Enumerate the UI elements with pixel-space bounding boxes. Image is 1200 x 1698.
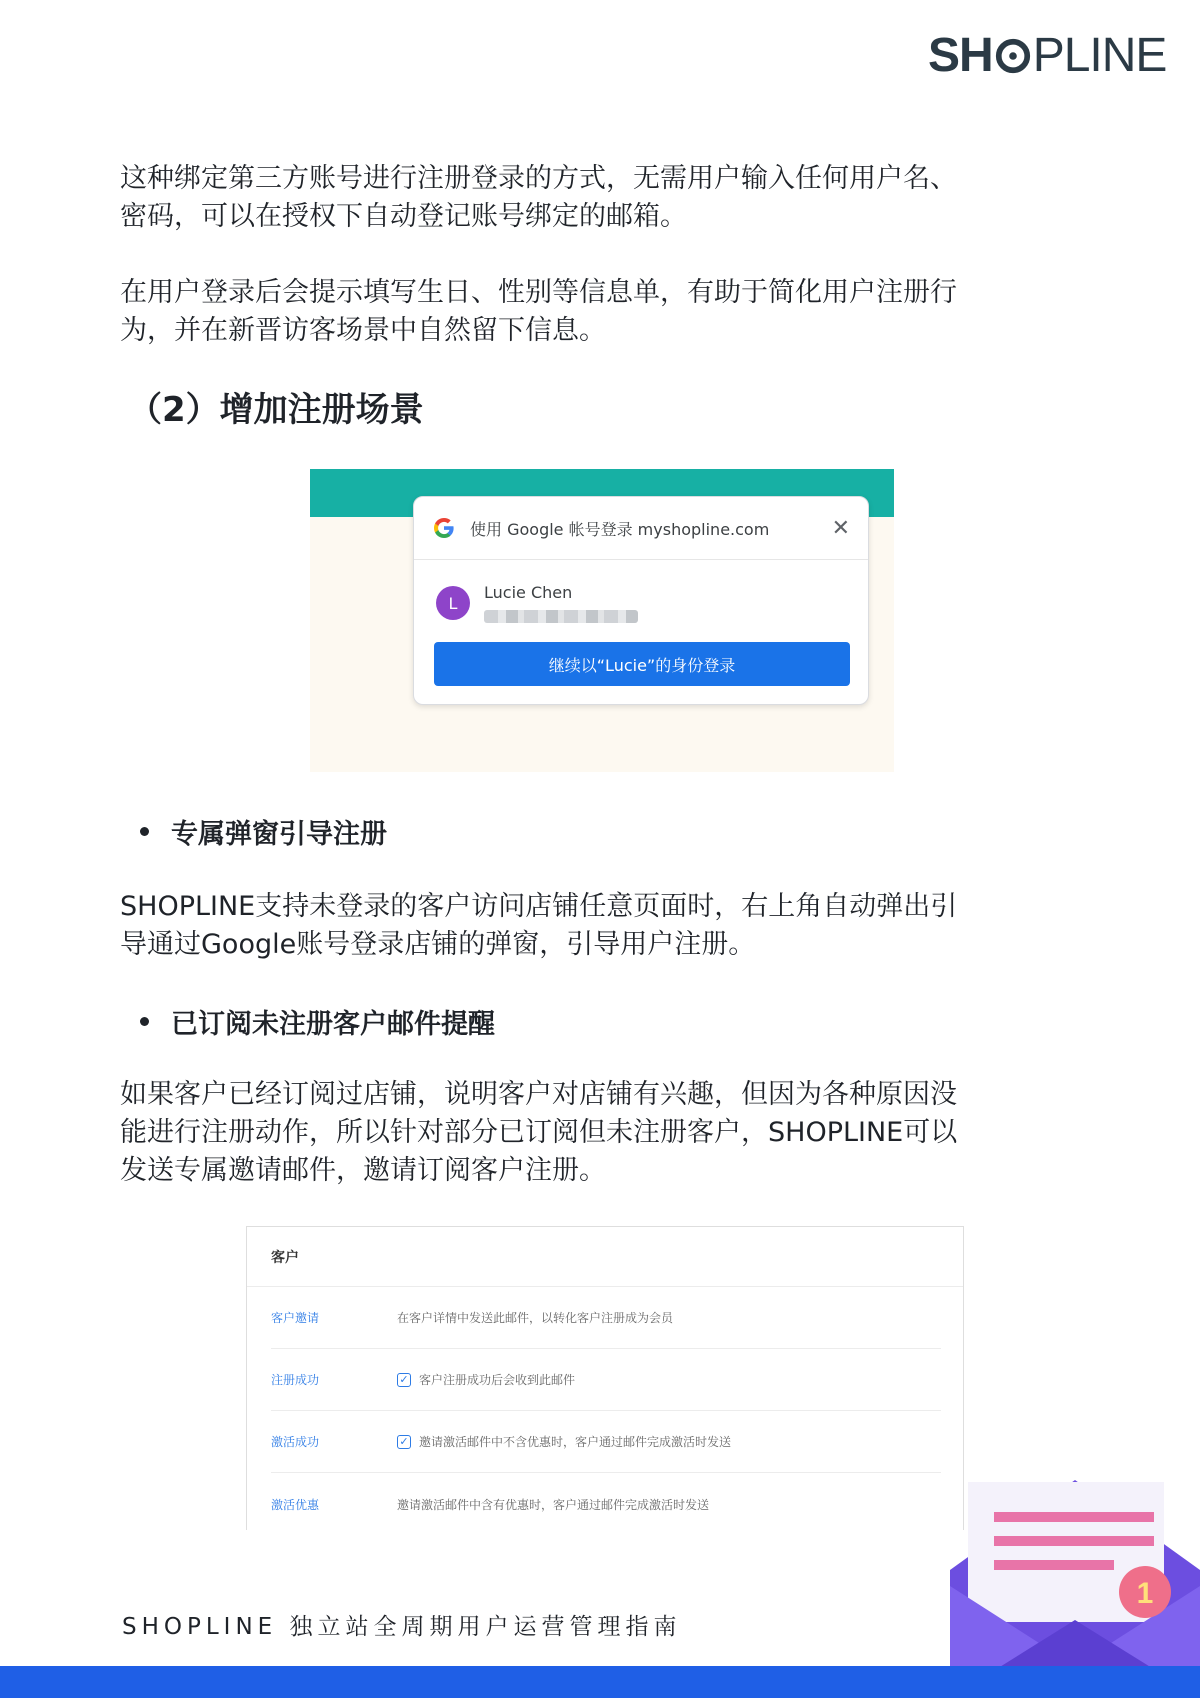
- checkbox-checked-icon[interactable]: ✓: [397, 1373, 411, 1387]
- account-entry[interactable]: [436, 583, 638, 623]
- logo-o-icon: [994, 37, 1032, 75]
- text-line: 发送专属邀请邮件，邀请订阅客户注册。: [120, 1155, 606, 1186]
- logo-text-left: SH: [928, 29, 993, 82]
- footer-bar: [0, 1666, 1200, 1698]
- section-heading: （2）增加注册场景: [128, 390, 424, 430]
- blurred-email: [484, 610, 638, 623]
- table-row: [271, 1473, 941, 1530]
- table-row: [271, 1287, 941, 1349]
- close-icon[interactable]: ✕: [831, 515, 850, 541]
- text-line: 如果客户已经订阅过店铺，说明客户对店铺有兴趣，但因为各种原因没: [120, 1079, 957, 1110]
- row-description: [397, 1433, 731, 1450]
- row-description: [397, 1496, 709, 1513]
- google-signin-dialog: [413, 496, 869, 705]
- row-label-link[interactable]: 注册成功: [271, 1373, 320, 1387]
- shopline-logo: [928, 28, 1166, 83]
- table-row: [271, 1349, 941, 1411]
- row-label-link[interactable]: 激活优惠: [271, 1497, 320, 1512]
- text-line: SHOPLINE支持未登录的客户访问店铺任意页面时，右上角自动弹出引: [120, 891, 958, 922]
- account-name: Lucie Chen: [484, 583, 573, 602]
- customer-email-settings-screenshot: [246, 1226, 964, 1530]
- table-row: [271, 1411, 941, 1473]
- text-line: 这种绑定第三方账号进行注册登录的方式，无需用户输入任何用户名、: [120, 163, 957, 194]
- row-text: 邀请激活邮件中不含优惠时，客户通过邮件完成激活时发送: [419, 1435, 732, 1449]
- paragraph-third-party-login: [120, 160, 1080, 236]
- google-g-icon: [432, 516, 456, 540]
- row-description: [397, 1371, 575, 1388]
- row-text: 邀请激活邮件中含有优惠时，客户通过邮件完成激活时发送: [397, 1497, 710, 1512]
- dialog-header: [414, 497, 868, 560]
- bullet-text: 已订阅未注册客户邮件提醒: [171, 1009, 495, 1040]
- text-line: 密码，可以在授权下自动登记账号绑定的邮箱。: [120, 201, 687, 232]
- badge-count: 1: [1136, 1577, 1154, 1610]
- bullet-dot: [140, 827, 149, 836]
- continue-as-button[interactable]: 继续以“Lucie”的身份登录: [434, 642, 850, 686]
- text-line: 在用户登录后会提示填写生日、性别等信息单，有助于简化用户注册行: [120, 277, 957, 308]
- text-line: 为，并在新晋访客场景中自然留下信息。: [120, 315, 606, 346]
- footer-title: SHOPLINE 独立站全周期用户运营管理指南: [122, 1614, 682, 1640]
- bullet-popup-guide: [140, 812, 387, 851]
- text-line: 能进行注册动作，所以针对部分已订阅但未注册客户，SHOPLINE可以: [120, 1117, 958, 1148]
- table-header: 客户: [247, 1227, 963, 1287]
- checkbox-checked-icon[interactable]: ✓: [397, 1435, 411, 1449]
- bullet-email-reminder: [140, 1002, 495, 1041]
- bullet-text: 专属弹窗引导注册: [171, 819, 387, 850]
- row-label-link[interactable]: 客户邀请: [271, 1311, 320, 1325]
- paragraph-popup: [120, 888, 1080, 964]
- logo-text-right: PLINE: [1032, 29, 1167, 82]
- paragraph-info-form: [120, 274, 1080, 350]
- row-text: 在客户详情中发送此邮件，以转化客户注册成为会员: [397, 1311, 674, 1325]
- row-text: 客户注册成功后会收到此邮件: [419, 1373, 576, 1387]
- bullet-dot: [140, 1017, 149, 1026]
- row-label-link[interactable]: 激活成功: [271, 1435, 320, 1449]
- dialog-title: 使用 Google 帐号登录 myshopline.com: [470, 519, 770, 539]
- google-signin-screenshot: [310, 469, 894, 772]
- avatar: L: [436, 586, 470, 620]
- paragraph-invite-email: [120, 1076, 1080, 1190]
- text-line: 导通过Google账号登录店铺的弹窗，引导用户注册。: [120, 929, 756, 960]
- row-description: [397, 1309, 673, 1326]
- envelope-icon: [950, 1460, 1200, 1698]
